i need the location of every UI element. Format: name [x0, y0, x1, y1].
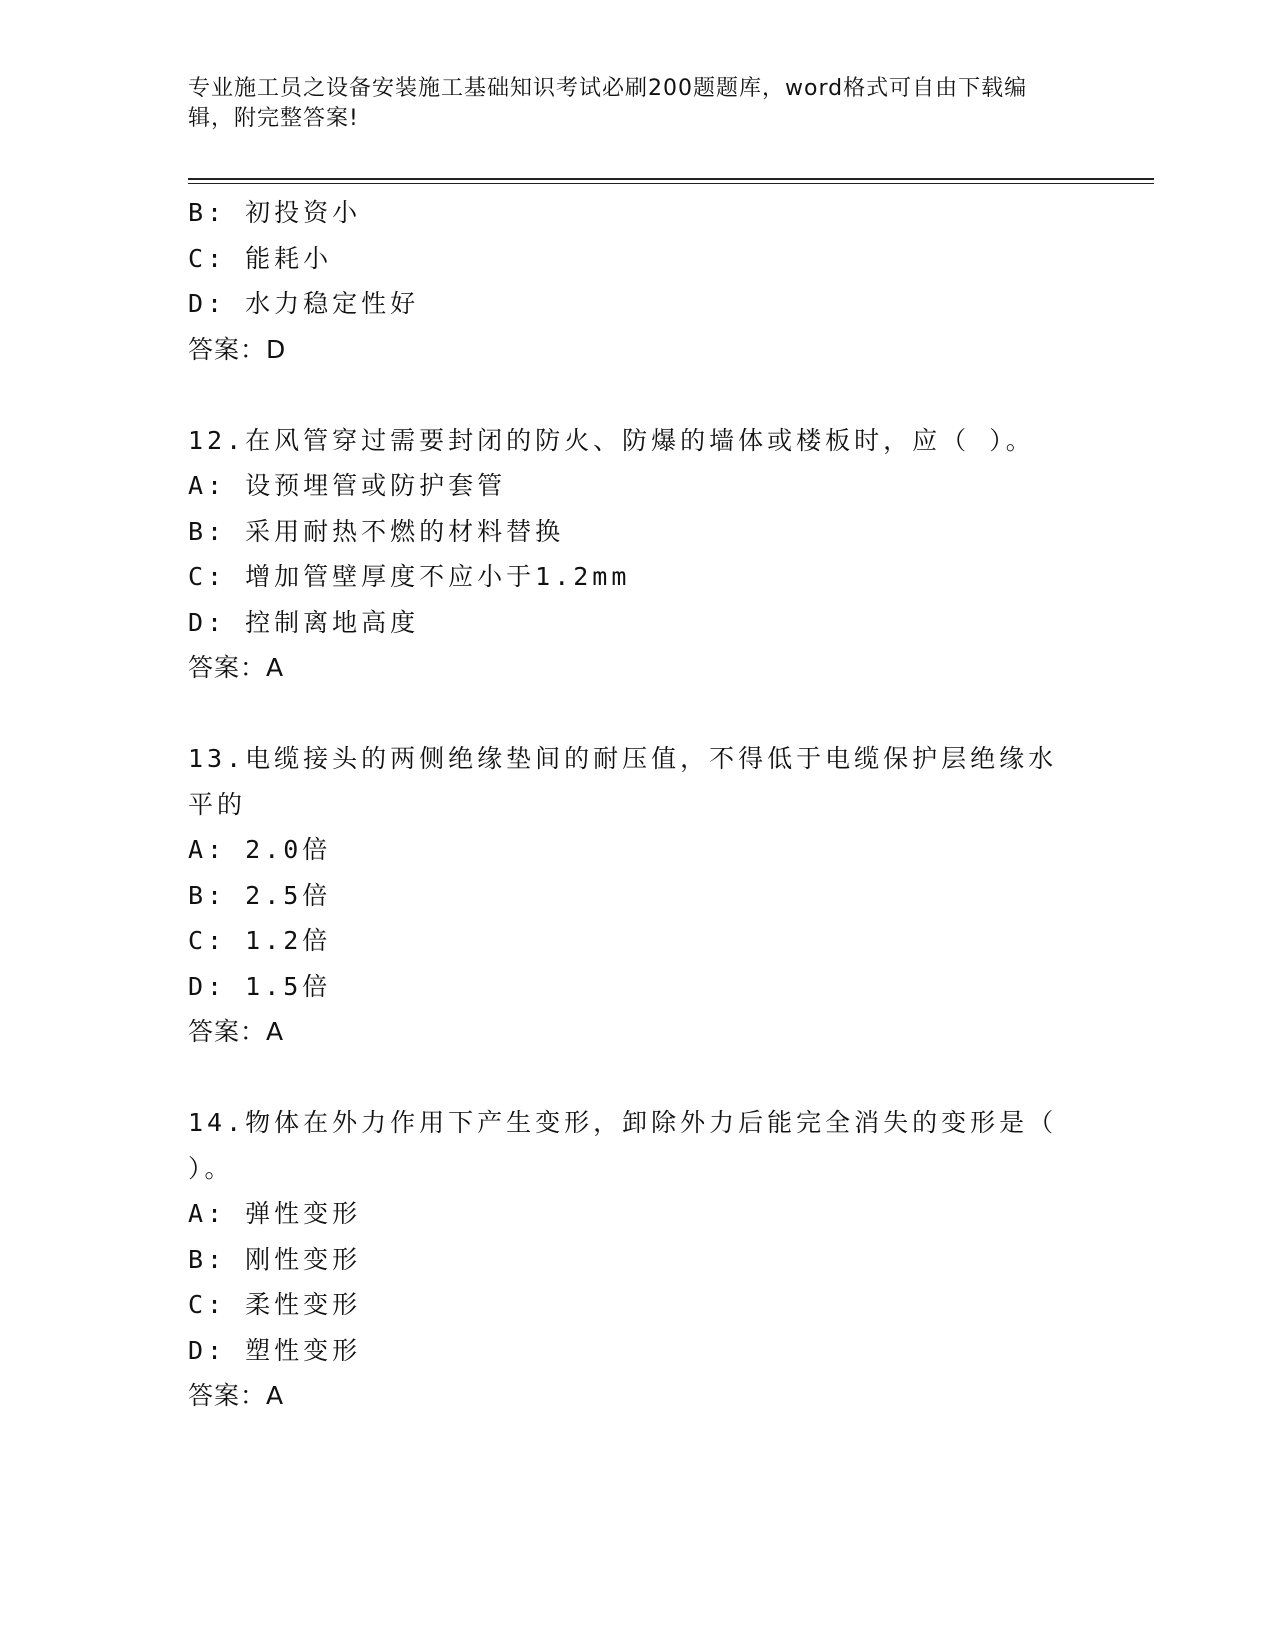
header-divider-thin	[188, 183, 1154, 184]
option-c: C: 增加管壁厚度不应小于1.2mm	[188, 562, 631, 591]
option-d: D: 1.5倍	[188, 971, 332, 1001]
header-divider-thick	[188, 178, 1154, 180]
spacer	[188, 372, 1088, 418]
option-a: A: 设预埋管或防护套管	[188, 471, 507, 500]
option-a: A: 2.0倍	[188, 835, 332, 864]
option-b: B: 2.5倍	[188, 880, 332, 910]
page-header: 专业施工员之设备安装施工基础知识考试必刷200题题库，word格式可自由下载编辑，附完整答案!	[188, 76, 1028, 131]
question-block-12	[188, 418, 1088, 691]
option-d: D: 控制离地高度	[188, 607, 420, 637]
answer-line: 答案：A	[188, 1381, 285, 1410]
answer-line: 答案：A	[188, 653, 285, 682]
answer-line: 答案：D	[188, 334, 287, 364]
answer-line: 答案：A	[188, 1017, 285, 1046]
option-b: B: 初投资小	[188, 198, 362, 227]
option-a: A: 弹性变形	[188, 1199, 362, 1228]
option-b: B: 刚性变形	[188, 1244, 362, 1274]
option-d: D: 水力稳定性好	[188, 289, 420, 318]
option-c: C: 柔性变形	[188, 1290, 362, 1319]
option-d: D: 塑性变形	[188, 1335, 362, 1365]
spacer	[188, 1055, 1088, 1101]
question-block-14	[188, 1100, 1088, 1419]
option-c: C: 1.2倍	[188, 926, 332, 955]
question-block-13	[188, 736, 1088, 1055]
question-stem: 14.物体在外力作用下产生变形，卸除外力后能完全消失的变形是（ ）。	[188, 1108, 1058, 1183]
question-list	[188, 190, 1088, 1419]
option-c: C: 能耗小	[188, 243, 333, 273]
question-stem: 12.在风管穿过需要封闭的防火、防爆的墙体或楼板时，应（ ）。	[188, 425, 1035, 455]
question-stem: 13.电缆接头的两侧绝缘垫间的耐压值，不得低于电缆保护层绝缘水平的	[188, 744, 1058, 819]
option-b: B: 采用耐热不燃的材料替换	[188, 516, 565, 546]
question-block-11	[188, 190, 1088, 372]
spacer	[188, 691, 1088, 737]
